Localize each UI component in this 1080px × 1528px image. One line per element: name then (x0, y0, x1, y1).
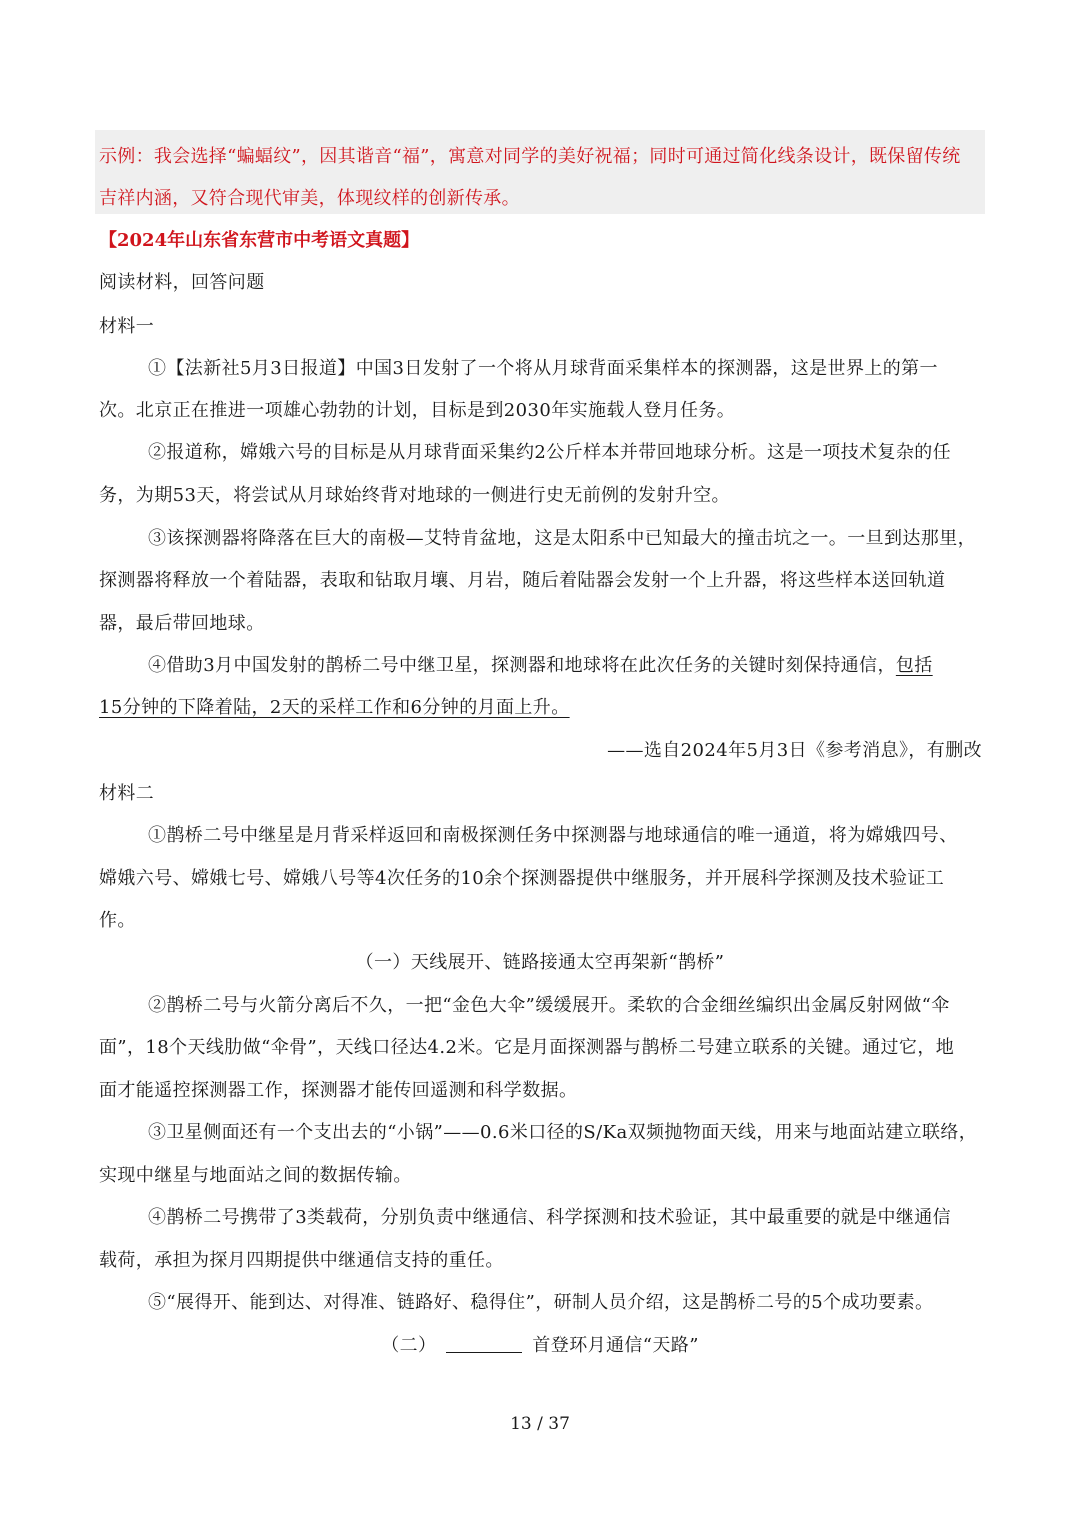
m1-p4-underlined-end: 15分钟的下降着陆，2天的采样工作和6分钟的月面上升。 (99, 697, 570, 718)
m2-p2-line2: 面”，18个天线肋做“伞骨”，天线口径达4.2米。它是月面探测器与鹊桥二号建立联系的关键。通过它，地 (99, 1037, 955, 1058)
m2-p2-line1: ②鹊桥二号与火箭分离后不久，一把“金色大伞”缓缓展开。柔软的合金细丝编织出金属反射网做“伞 (148, 995, 950, 1016)
m1-p2-line1: ②报道称，嫦娥六号的目标是从月球背面采集约2公斤样本并带回地球分析。这是一项技术复杂的任 (148, 442, 952, 463)
m2-section1-title: （一）天线展开、链路接通太空再架新“鹊桥” (355, 952, 725, 973)
answer-line-1: 示例：我会选择“蝙蝠纹”，因其谐音“福”，寓意对同学的美好祝福；同时可通过简化线条设计，既保留传统 (99, 146, 961, 167)
instruction: 阅读材料，回答问题 (99, 272, 265, 293)
page-indicator: 13 / 37 (510, 1414, 570, 1434)
m2-p2-line3: 面才能遥控探测器工作，探测器才能传回遥测和科学数据。 (99, 1080, 578, 1101)
m1-p4-line1-text: ④借助3月中国发射的鹊桥二号中继卫星，探测器和地球将在此次任务的关键时刻保持通信， (148, 655, 896, 676)
m1-p4-line2 (99, 693, 570, 719)
material1-label: 材料一 (99, 316, 155, 337)
m2-p1-line1: ①鹊桥二号中继星是月背采样返回和南极探测任务中探测器与地球通信的唯一通道，将为嫦娥四号、 (148, 825, 958, 846)
m1-p3-line3: 器，最后带回地球。 (99, 613, 265, 634)
m1-p3-line2: 探测器将释放一个着陆器，表取和钻取月壤、月岩，随后着陆器会发射一个上升器，将这些样本送回轨道 (99, 570, 946, 591)
m2-p1-line2: 嫦娥六号、嫦娥七号、嫦娥八号等4次任务的10余个探测器提供中继服务，并开展科学探测及技术验证工 (99, 868, 945, 889)
m2-section2-title (0, 1331, 1080, 1357)
m2-section2-prefix: （二） (381, 1335, 437, 1356)
m1-p1-line2: 次。北京正在推进一项雄心勃勃的计划，目标是到2030年实施载人登月任务。 (99, 400, 736, 421)
material1-source: ——选自2024年5月3日《参考消息》，有删改 (607, 740, 982, 761)
m1-p1-line1: ①【法新社5月3日报道】中国3日发射了一个将从月球背面采集样本的探测器，这是世界上的第一 (148, 358, 938, 379)
m1-p2-line2: 务，为期53天，将尝试从月球始终背对地球的一侧进行史无前例的发射升空。 (99, 485, 730, 506)
fill-in-blank[interactable] (446, 1352, 522, 1353)
m2-p4-line2: 载荷，承担为探月四期提供中继通信支持的重任。 (99, 1250, 504, 1271)
m2-p3-line1: ③卫星侧面还有一个支出去的“小锅”——0.6米口径的S/Ka双频抛物面天线，用来与地面站建立联络， (148, 1122, 978, 1143)
answer-line-2: 吉祥内涵，又符合现代审美，体现纹样的创新传承。 (99, 188, 520, 209)
m2-p5-line1: ⑤“展得开、能到达、对得准、链路好、稳得住”，研制人员介绍，这是鹊桥二号的5个成功要素。 (148, 1292, 934, 1313)
m1-p4-line1 (148, 651, 933, 677)
m2-p1-line3: 作。 (99, 910, 136, 931)
material2-label: 材料二 (99, 783, 155, 804)
exam-title: 【2024年山东省东营市中考语文真题】 (99, 230, 420, 251)
m2-p4-line1: ④鹊桥二号携带了3类载荷，分别负责中继通信、科学探测和技术验证，其中最重要的就是中继通信 (148, 1207, 952, 1228)
m1-p4-underlined-start: 包括 (895, 655, 933, 676)
m2-p3-line2: 实现中继星与地面站之间的数据传输。 (99, 1165, 412, 1186)
m2-section2-suffix: 首登环月通信“天路” (532, 1335, 699, 1356)
m1-p3-line1: ③该探测器将降落在巨大的南极—艾特肯盆地，这是太阳系中已知最大的撞击坑之一。一旦到达那里， (148, 528, 976, 549)
